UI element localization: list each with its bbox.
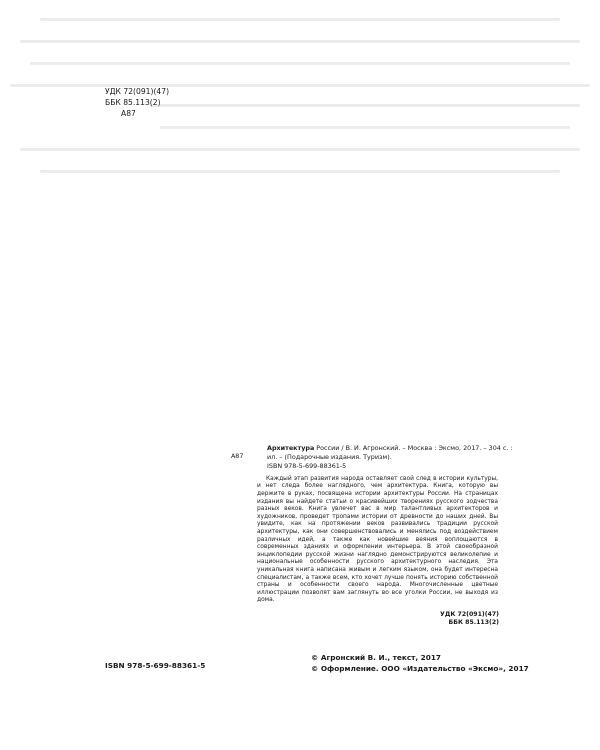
card-title: Архитектура	[267, 444, 315, 452]
card-title-line	[257, 444, 513, 453]
footer-copyrights	[311, 653, 529, 675]
top-classification	[105, 86, 169, 119]
copyright-author: © Агронский В. И., текст, 2017	[311, 653, 441, 662]
card-series-line: ил. – (Подарочные издания. Туризм).	[267, 452, 392, 461]
top-udk: УДК 72(091)(47)	[105, 87, 170, 96]
copyright-design: © Оформление. ООО «Издательство «Эксмо», 2017	[311, 663, 529, 673]
card-udk: УДК 72(091)(47)	[440, 610, 499, 618]
card-title-rest: России / В. И. Агронский. – Москва : Эксмо, 2017. – 304 с. :	[314, 444, 513, 452]
card-isbn: ISBN 978-5-699-88361-5	[267, 462, 347, 471]
card-abstract: Каждый этап развития народа оставляет свой след в истории культуры, и нет следа более наглядного, чем архитектура. Книга, которую вы держите в руках, посвящена истории архитектуры России. На страницах издания вы найдете статьи о красивейших творениях русского зодчества разных веков. Книга увлечет вас в мир талантливых архитекторов и художников, проведет тропами истории от древности до наших дней. Вы увидите, как на протяжении веков развивались традиции русской архитектуры, как они совершенствовались и менялись под воздействием различных идей, а также как новейшие веяния воплощаются в современных зданиях и оформлении интерьера. В этой своеобразной энциклопедии русской жизни наглядно демонстрируются великолепие и национальные особенности русского архитектурного наследия. Эта уникальная книга написана живым и легким языком, она будет интересна специалистам, а также всем, кто хочет лучше понять историю собственной страны и особенности своего народа. Многочисленные цветные иллюстрации позволят вам заглянуть во все уголки России, не выходя из дома.	[257, 475, 498, 604]
top-bbk: ББК 85.113(2)	[105, 98, 161, 107]
footer-isbn: ISBN 978-5-699-88361-5	[105, 661, 206, 670]
catalog-card	[257, 444, 513, 628]
top-author-mark: А87	[121, 109, 136, 118]
card-classification	[257, 611, 499, 628]
card-author-mark: А87	[231, 453, 244, 460]
card-bbk: ББК 85.113(2)	[448, 619, 499, 627]
show-through-background	[0, 0, 600, 200]
